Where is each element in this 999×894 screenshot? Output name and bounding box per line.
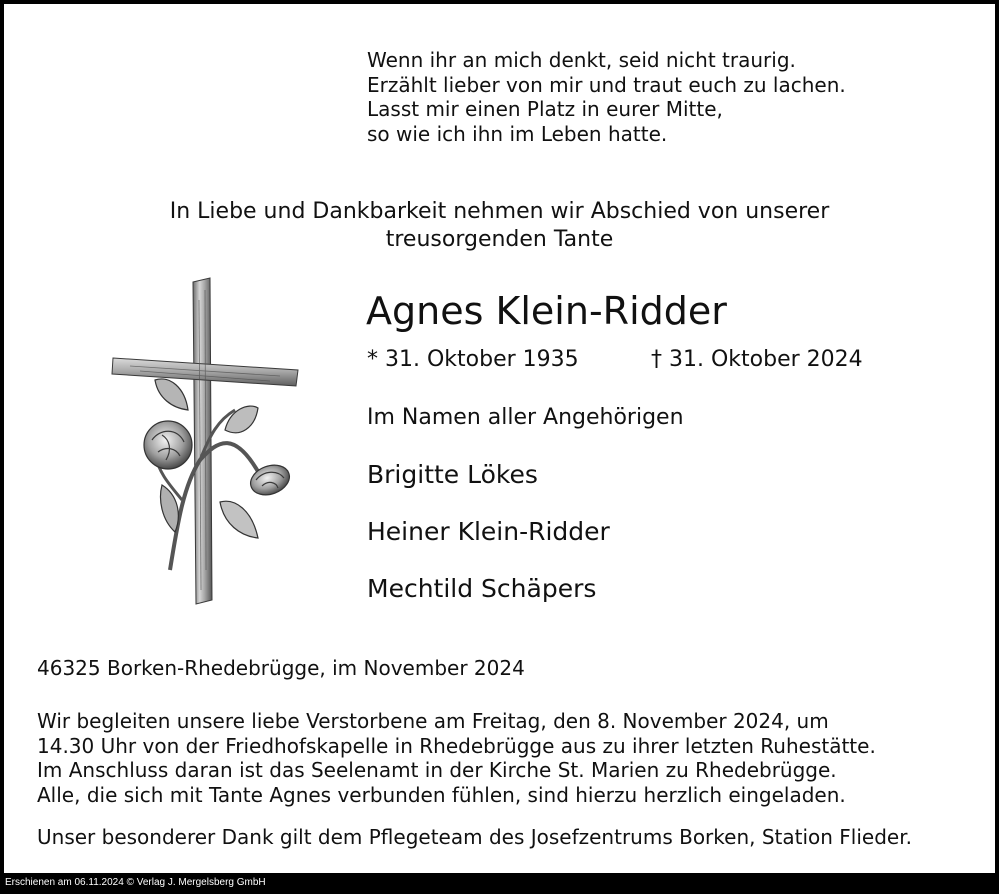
publication-footer: Erschienen am 06.11.2024 © Verlag J. Mergelsberg GmbH [5,877,266,888]
intro-line: treusorgenden Tante [385,227,614,252]
funeral-info-line: 14.30 Uhr von der Friedhofskapelle in Rhedebrügge aus zu ihrer letzten Ruhestätte. [37,733,876,758]
mourners-heading: Im Namen aller Angehörigen [367,405,684,430]
cross-with-roses-icon [100,270,310,615]
poem-line: Erzählt lieber von mir und traut euch zu lachen. [367,72,846,97]
mourner-name: Mechtild Schäpers [367,574,597,603]
death-date: † 31. Oktober 2024 [651,347,863,372]
deceased-name: Agnes Klein-Ridder [366,289,727,333]
funeral-info-line: Im Anschluss daran ist das Seelenamt in der Kirche St. Marien zu Rhedebrügge. [37,758,837,783]
life-dates [367,346,863,374]
mourner-name: Heiner Klein-Ridder [367,517,610,546]
funeral-info-line: Alle, die sich mit Tante Agnes verbunden fühlen, sind hierzu herzlich eingeladen. [37,783,846,808]
funeral-info-line: Wir begleiten unsere liebe Verstorbene am Freitag, den 8. November 2024, um [37,709,829,733]
funeral-info [37,709,876,808]
poem-line: so wie ich ihn im Leben hatte. [367,121,668,146]
thanks-text: Unser besonderer Dank gilt dem Pflegeteam des Josefzentrums Borken, Station Flieder. [37,825,912,849]
intro-line: In Liebe und Dankbarkeit nehmen wir Abschied von unserer [169,199,830,224]
cross-illustration [100,270,310,615]
poem-line: Lasst mir einen Platz in eurer Mitte, [367,97,723,121]
mourner-name: Brigitte Lökes [367,460,538,489]
place-and-date: 46325 Borken-Rhedebrügge, im November 2024 [37,656,525,680]
obituary-card [4,4,995,873]
poem-line: Wenn ihr an mich denkt, seid nicht traurig. [367,48,796,72]
intro-text [4,198,995,254]
poem [367,48,846,146]
birth-date: * 31. Oktober 1935 [367,347,579,372]
